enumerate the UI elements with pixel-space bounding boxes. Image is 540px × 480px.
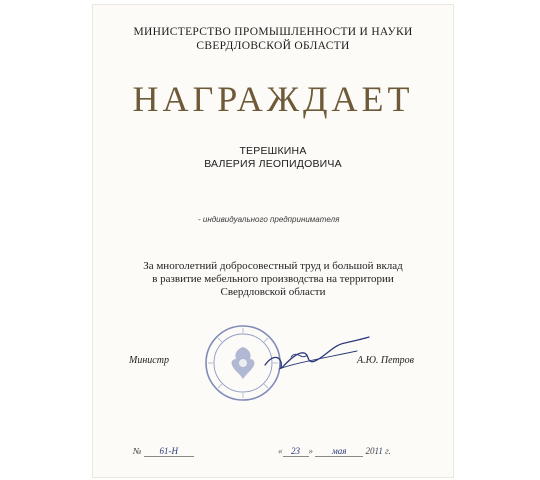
reason-line-3: Свердловской области [220, 286, 326, 298]
ministry-line-1: МИНИСТЕРСТВО ПРОМЫШЛЕННОСТИ И НАУКИ [133, 26, 413, 38]
date-month: мая [315, 446, 363, 457]
certificate-date [278, 446, 391, 457]
ministry-line-2: СВЕРДЛОВСКОЙ ОБЛАСТИ [196, 40, 350, 52]
recipient-position: - индивидуального предпринимателя [198, 215, 340, 224]
reason-line-1: За многолетний добросовестный труд и большой вклад [143, 260, 403, 272]
date-open-quote: « [278, 446, 283, 456]
date-year-suffix: г. [385, 446, 391, 456]
handwritten-signature [261, 331, 371, 379]
recipient-surname: ТЕРЕШКИНА [239, 145, 307, 157]
signatory-title: Министр [129, 355, 169, 366]
ministry-header [93, 25, 453, 53]
award-reason [93, 260, 453, 299]
recipient-given-names: ВАЛЕРИЯ ЛЕОПИДОВИЧА [204, 158, 342, 170]
date-year-prefix: 201 [365, 446, 379, 456]
certificate-title: НАГРАЖДАЕТ [132, 79, 414, 119]
reason-line-2: в развитие мебельного производства на территории [152, 273, 394, 285]
number-prefix: № [133, 446, 142, 456]
award-certificate [92, 4, 454, 478]
certificate-number [133, 446, 194, 457]
date-year-digit: 1 [378, 446, 383, 456]
date-day: 23 [283, 446, 309, 457]
signatory-name: А.Ю. Петров [357, 355, 415, 366]
recipient-name [93, 145, 453, 171]
number-value: 61-Н [144, 446, 194, 457]
date-close-quote: » [308, 446, 313, 456]
